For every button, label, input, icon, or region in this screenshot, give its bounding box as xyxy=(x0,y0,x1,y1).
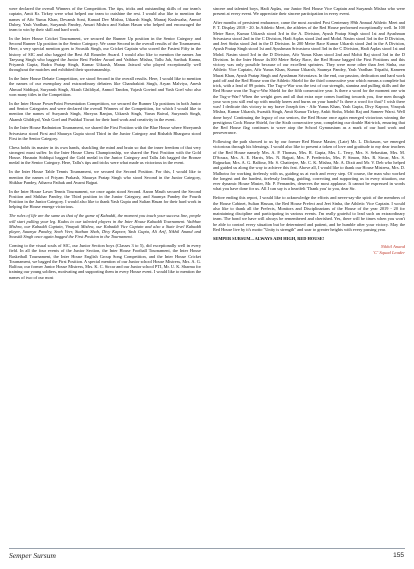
paragraph: Coming to the visual souls of SIC, our Junior Section boys (Classes 3 to 5), did exceptionally well in every field. In all the four events of the Junior Section, the Inter House Football Tournament, the Inter House Basketball Tournament, the Inter House English Group Song Competition, and the Inter House Cricket Tournament, we bagged the First Position. A special mention of our Junior school House Mistress, Mrs. A. G. Balfour, our former Junior House Mistress, Mrs. K. C. Sircar and our Junior school PTI, Mr. U. K. Sharma for training our young soldiers, motivating and supporting them in every House event. I would like to mention the names of two of our most xyxy=(9,243,201,280)
page-number: 155 xyxy=(393,552,404,559)
signature-block xyxy=(213,244,405,255)
paragraph: In the Inter House Debate Competition, we stood Second in the overall results. Here, I would like to mention the names of our exemplary and extraordinary debaters like Chandrakirti Singh, Aryan Malviya, Anesh Ahmad Siddiqui, Suryansh Singh, Akash Ghildiyal, Anmol Tandon, Yajash Govind and Yash Goel who also won many titles in the Competition. xyxy=(9,76,201,97)
paragraph: The rules of life are the same as that of the game of Kabaddi, the moment you touch your success line, people will start pulling your leg. Kudos to our talented players in the Inter House Kabaddi Tournament. Vaibhav Mishra, our Kabaddi Captain, Vinayak Mishra, our Kabaddi Vice Captain and also a State level Kabaddi player, Saumya Pandey, Sneh Veer, Stathan Shah, Divy Kapoor, Yash Gupta, Ali Arif, Nikhil Anand and Swastik Singh once again bagged the First Position in the Tournament. xyxy=(9,213,201,240)
paragraph: In the Inter House Cricket Tournament, we secured the Runner Up position in the Senior Category and Second Runner Up position in the Senior Category. We came Second in the overall results of the Tournament. Here, a very special mention goes to Swastik Singh, our Cricket Captain who scored the Fastest Fifty in the history of SIC and also bagged the Best All Rounder Award. I would also like to mention the names Jan Taeyung Singh who bagged the Junior Best Fielder Award and Vaibhav Mishra, Tallu Jah, Sarthak Kanna, Priyansh Gupta, Rudra Pratap Singh, Kumar Utkarsh, Manas Jaiswal who played exceptionally well throughout the matches and exhibited their sportsmanship. xyxy=(9,35,201,73)
paragraph: were declared the overall Winners of the Competition. The tips, tricks and outstanding skills of our team's captain, Amit Kr. Tirkey were what helped our team to outshine the rest. I would also like to mention the names of Aftr Yunus Khan, Devansh Soni, Kamad Dev Mishra, Utkarsh Singh, Manraj Kushwaha, Anmol Dubey, Yash Vardhan, Suryansh Pandey, Ansari Mishra and Sultan Hasan who helped and encouraged the team to win by their skill and hard work. xyxy=(9,6,201,32)
footer-divider xyxy=(9,548,405,549)
right-column xyxy=(213,6,405,546)
paragraph: In the Inter House Badminton Tournament, we shared the First Position with the Blue House where Shreyansh Srivastava stood First and Shaurya Gupta stood Third in the Junior Category and Rishabh Bhargava stood First in the Senior Category. xyxy=(9,125,201,141)
paragraph: sincere and talented boys, Hadi Aqdas, our Junior Red House Vice Captain and Suryansh Mishra who were present at every event. We appreciate their sincere participation in every event. xyxy=(213,6,405,17)
paragraph: In the Inter House Lawn Tennis Tournament, we once again stood Second. Aaron Masih secured the Second Position and Shikhar Pandey, the Third position in the Junior Category, and Saumya Pandey the Fourth Position in the Junior Category. I would also like to thank Yash Gupta and Sultan Hasan for their hard work in helping the House emerge victorious. xyxy=(9,188,201,210)
paragraph: Following the path showed to us by our former Red House Master, (Late) Mr. L. Dickason, we emerged victorious through his blessings. I would also like to present a token of love and gratitude to my dear teachers of the Red House namely Mrs. A. P. Thomas, Mrs. R. Gupta, Mrs. L. Terry, Mrs. S. Sebastian, Mrs. M. D'Souza, Mrs. A. E. Harris, Mrs. N. Bajpai, Mrs. P. Fredericks, Mrs. P. Simon, Mrs. R. Sircar, Mrs. S. Rajpurkar, Mrs. A. G. Balfour, Mr. S. Chatterjee, Mr. C. K. Mishra, Mr. A. Dixit and Mr. V. Deb who helped and guided us along the way to achieve this feat. Above all, I would like to thank our House Mistress, Mrs. D. Malhotra for working tirelessly with us, guiding us at each and every step. Of course, the man who worked the longest and the hardest, tirelessly leading, guiding, correcting and supporting us in every situation, our ever dynamic House Master, Mr. P. Fernandes, deserves the most applause. It cannot be expressed in words what you have done for us. All I can say is a heartfelt 'Thank you' to you, dear Sir. xyxy=(213,139,405,192)
paragraph: After months of persistent endurance, came the most awaited Post Centenary 89th Annual Athletic Meet and P. T. Display 2018 - 20. In Athletic Meet, the athletes of the Red House performed exceptionally well. In 100 Metre Race, Kumar Utkarsh stood 3rd in the A. Division, Ayush Pratap Singh stood 1st and Ayushman Srivastava stood 2nd in the C Division, Hadi Aqdas stood 2nd and Mohd. Nasim stood 3rd in the D Division, and Jeet Sinha stood 2nd in the D Division. In 200 Metre Race Kumar Utkarsh stood 2nd in the A Division, Ayush Pratap Singh stood 1st and Ayushman Srivastava stood 3rd in the C Division, Hadi Aqdas stood 1st and Mohd. Nasim stood 3rd in the D Division, Aftr Yunus Khan stood 2nd and Mohit Raj stood 3rd in the D Division. In the Inter House 4x100 Metre Relay Race, the Red House bagged the First Positions and this victory was only possible because of our excellent sprinters. They were none other than Jeet Sinha, our Athletic Vice Captain, Aftr Yunus Khan, Kumar Utkarsh, Saumya Pandey, Yash Vardhan Tripathi, Kameen Murat Khan, Ayush Pratap Singh and Ayushman Srivastava. In the end, our passion, dedication and hard work paid off and the Red House won the Athletic Shield for the third consecutive year which means a complete hat trick, with a lead of 89 points. The Tug-o-War was the test of our strength, stamina and pulling skills and the Red House won the Tug-o-War Shield for the fifth consecutive year. Is there a word for the moment one win the Tug-o-War? When the weight goes and all that extra rope comes hurtling towards you, fine men though your won you still end up with muddy knees and burns on your hands? Is there a word for that? I wish there was! I dedicate this victory to my brave Joseph ties - Aftr Yunus Khan, Yash Gupta, Divy Kapoor, Vinayak Mishra, Kumar Utkarsh, Swastik Singh, Amit Kumar Tirkey, Ankit Sinha, Mohit Raj and Sameer Warsi. Well done boys! Continuing the legacy of our seniors, the Red House once again emerged victorious winning the prestigious Cock House Shield, for the Sixth consecutive year, completing our double Hat-trick, ensuring that the Red House flag continues to wave atop the School Gymnasium as a mark of our hard work and perseverance. xyxy=(213,20,405,136)
paragraph: In the Inter House Table Tennis Tournament, we secured the Second Position. For this, I would like to mention the names of Priyam Prakash, Shaurya Pratap Singh who stood Second in the Junior Category, Shikhar Pandey, Atharva Pathak and Avarni Bajpai. xyxy=(9,169,201,185)
left-column xyxy=(9,6,201,546)
signature-name: Nikhil Anand xyxy=(380,244,405,250)
closing-motto: SEMPER SURSUM... ALWAYS AIM HIGH, RED HOUSE! xyxy=(213,235,325,241)
paragraph: Chess holds its master in its own hands, shackling the mind and brain so that the inner freedom of that very strongest must suffer. In the Inter House Chess Championship, we shared the First Position with the Gold House. Husnain Siddiqui bagged the Gold medal in the Junior Category and Tallu Jah bagged the Bronze medal in the Senior Category. Here, Tallu's tips and tricks were what made us victorious in the event. xyxy=(9,144,201,166)
signature-role: 'C' Squad Leader xyxy=(373,250,405,256)
paragraph: In the Inter House PowerPoint Presentation Competition, we secured the Runner Up positions in both Junior and Senior Categories and were declared the overall Winners of the Competition, for which I would like to mention the names of Suryansh Singh, Shreyas Ranjan, Utkarsh Singh, Varun Baival, Suryansh Singh, Akansh Ghildiyal, Yash Goel and Pushkal Tiwari for their hard work and creativity in the event. xyxy=(9,100,201,122)
publication-name: Semper Sursum xyxy=(9,551,56,560)
paragraph: Before ending this report, I would like to acknowledge the efforts and never-say-die spirit of the members of the House Cabinet, Sultan Hassan, the Red House Prefect and Jeet Sinha, the Athletic Vice Captain. I would also like to thank all the Prefects, Monitors and Disciplinarians of the House of the year 2019 - 20 for maintaining discipline and participating in various events. I'm really grateful to lead such an extraordinary team. The bond we have will always be remembered and cherished. Yes, there will be times when you won't be able to control every situation but be determined and patient, and be humble after your victory. May the Red House live by it's motto "Unity is strength" and soar to greater heights with every passing year. xyxy=(213,195,405,232)
